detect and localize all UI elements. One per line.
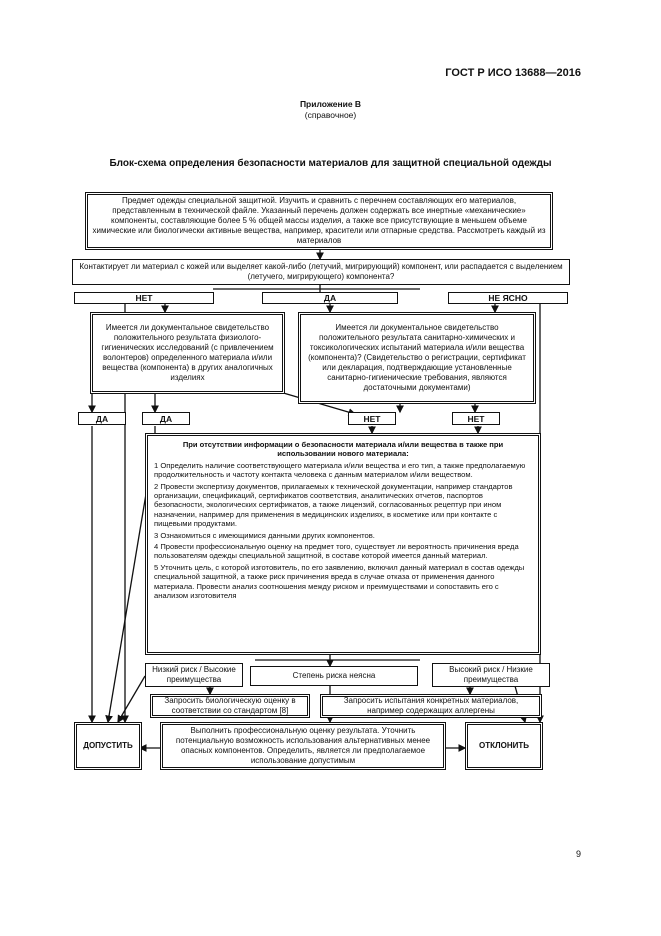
answer-no-left-box	[348, 412, 396, 425]
document-title: Блок-схема определения безопасности материалов для защитной специальной одежды	[109, 158, 552, 169]
high-risk-text: Высокий риск / Низкие преимущества	[449, 665, 533, 684]
physio-evidence-question-box	[90, 312, 285, 394]
low-risk-box	[145, 663, 243, 687]
standard-number: ГОСТ Р ИСО 13688—2016	[445, 67, 581, 79]
answer-yes-left-box	[78, 412, 126, 425]
answer-yes-second-label: ДА	[159, 413, 173, 424]
bio-evaluation-text: Запросить биологическую оценку в соответствии со стандартом [8]	[164, 696, 296, 715]
unclear-risk-text: Степень риска неясна	[292, 671, 376, 680]
answer-no-right-label: НЕТ	[467, 413, 485, 424]
physio-evidence-question-text: Имеется ли документальное свидетельство положительного результата физиолого-гигиенических исследований (с привлечением волонтеров) определенного материала и/или вещества (компонента) в других аналогичных изделиях	[101, 323, 274, 382]
answer-yes-box	[262, 292, 398, 304]
low-risk-text: Низкий риск / Высокие преимущества	[152, 665, 236, 684]
answer-no-box	[74, 292, 214, 304]
no-info-procedure-box	[145, 433, 541, 655]
answer-yes-left-label: ДА	[95, 413, 109, 424]
accept-box	[74, 722, 142, 770]
procedure-step-3: 3 Ознакомиться с имеющимися данными других компонентов.	[154, 530, 375, 540]
bio-evaluation-box	[150, 694, 310, 718]
procedure-title: При отсутствии информации о безопасности материала и/или вещества в также при использовании нового материала:	[182, 440, 504, 459]
high-risk-box	[432, 663, 550, 687]
reject-box	[465, 722, 543, 770]
procedure-step-5: 5 Уточнить цель, с которой изготовитель, по его заявлению, включил данный материал в состав одежды специальной защитной, а также риск причинения вреда в случае отказа от применения данного материала. Провести анализ соотношения между риском и преимуществами и сопоставить его с анализом изготовителя	[154, 562, 525, 601]
procedure-step-1: 1 Определить наличие соответствующего материала и/или вещества и его тип, а также предполагаемую продолжительность и частоту контакта человека с данным материалом и/или веществом.	[154, 460, 526, 480]
start-step-box	[85, 192, 553, 250]
unclear-risk-box	[250, 666, 418, 686]
skin-contact-question-box	[72, 259, 570, 285]
answer-no-label: НЕТ	[135, 293, 153, 303]
skin-contact-question-text: Контактирует ли материал с кожей или выделяет какой-либо (летучий, мигрирующий) компонент, или распадается с выделением (летучего, мигрирующего) компонента?	[79, 262, 563, 281]
appendix-title: Приложение В	[299, 99, 362, 109]
appendix-note: (справочное)	[304, 110, 357, 120]
page-number: 9	[576, 849, 582, 859]
professional-evaluation-box	[160, 722, 446, 770]
procedure-step-4: 4 Провести профессиональную оценку на предмет того, существует ли вероятность причинения вреда пользователям одежды специальной защитной, в составе которой имеется данный материал.	[154, 542, 519, 561]
answer-unclear-label: НЕ ЯСНО	[488, 293, 528, 303]
tox-evidence-question-box	[298, 312, 536, 404]
answer-no-right-box	[452, 412, 500, 425]
specific-tests-text: Запросить испытания конкретных материалов, например содержащих аллергены	[343, 696, 519, 715]
professional-evaluation-text: Выполнить профессиональную оценку результата. Уточнить потенциальную возможность использования альтернативных менее опасных компонентов. Определить, является ли предполагаемое использование допустимым	[175, 726, 431, 765]
tox-evidence-question-text: Имеется ли документальное свидетельство положительного результата санитарно-химических и токсикологических испытаний материала и/или вещества (компонента)? (Свидетельство о регистрации, сертификат или декларация, подтверждающие установленные санитарно-гигиенические требования, являются достаточными документами)	[308, 323, 526, 392]
reject-label: ОТКЛОНИТЬ	[479, 741, 529, 750]
answer-yes-label: ДА	[323, 293, 337, 303]
answer-unclear-box	[448, 292, 568, 304]
procedure-step-2: 2 Провести экспертизу документов, прилагаемых к технической документации, например стандартов организации, спецификаций, сертификатов соответствия, аналитических отчетов, паспортов безопасности, экологических сертификатов, а также лицензий, согласованных рецептур при ином назначении, например для применения в медицинских изделиях, в косметике или при контакте с пищевыми продуктами.	[154, 481, 513, 529]
specific-tests-box	[320, 694, 542, 718]
answer-yes-second-box	[142, 412, 190, 425]
answer-no-left-label: НЕТ	[363, 413, 381, 424]
accept-label: ДОПУСТИТЬ	[83, 741, 133, 750]
start-step-text: Предмет одежды специальной защитной. Изучить и сравнить с перечнем составляющих его материалов, представленным в технической файле. Указанный перечень должен содержать все инертные «механические» компоненты, составляющие более 5 % общей массы изделия, а также все присутствующие в меньшем объеме химические или биологически активные вещества, например, красители или отпарные средства. Рассмотреть каждый из материалов	[92, 196, 546, 245]
